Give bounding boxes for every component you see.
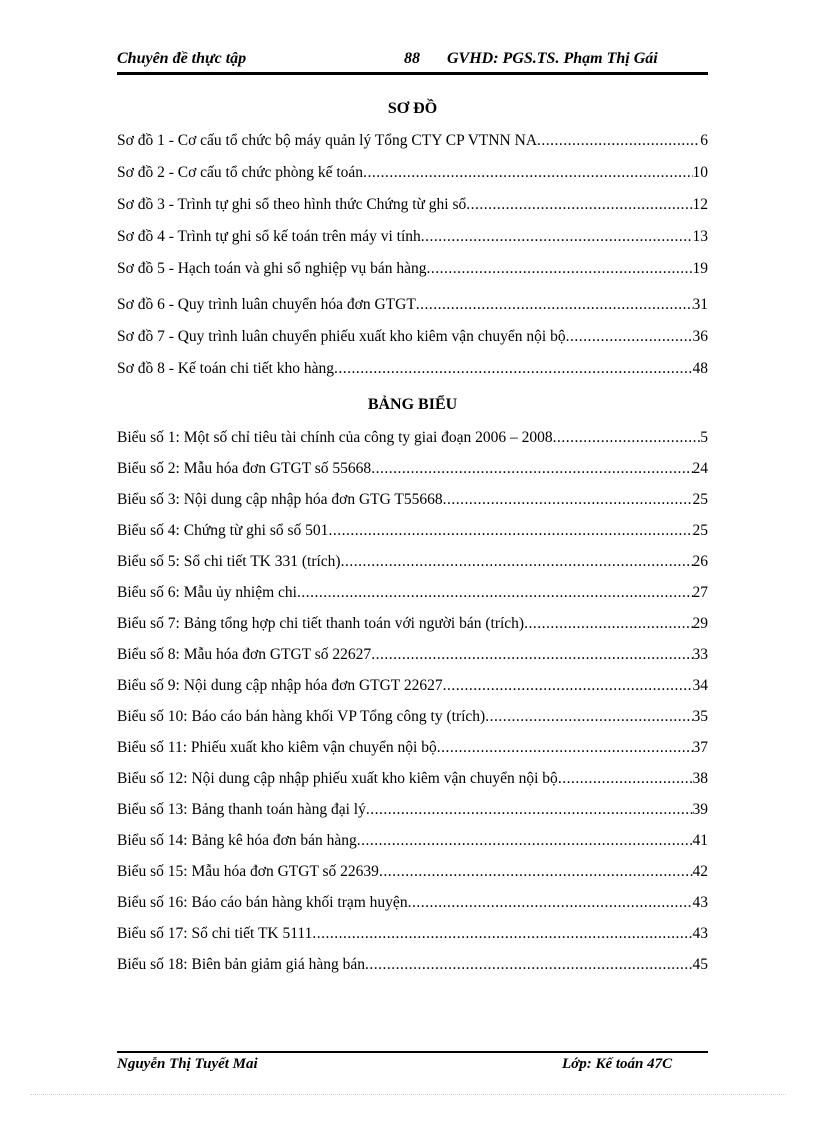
toc-leader xyxy=(427,258,693,280)
toc-entry-label: Biểu số 2: Mẫu hóa đơn GTGT số 55668 xyxy=(117,460,372,477)
toc-leader xyxy=(366,799,693,821)
toc-entry[interactable] xyxy=(117,194,708,216)
toc-entry-page: 24 xyxy=(692,460,708,477)
diagrams-section-title: SƠ ĐỒ xyxy=(387,100,438,117)
page-header xyxy=(117,50,708,72)
toc-leader xyxy=(524,613,692,635)
toc-leader xyxy=(371,458,692,480)
toc-entry-label: Sơ đồ 8 - Kế toán chi tiết kho hàng xyxy=(117,360,334,377)
toc-leader xyxy=(416,294,693,316)
toc-leader xyxy=(558,768,693,790)
toc-entry-label: Biểu số 10: Báo cáo bán hàng khối VP Tổng công ty (trích) xyxy=(117,708,486,725)
toc-entry-label: Biểu số 13: Bảng thanh toán hàng đại lý xyxy=(117,801,366,818)
toc-entry-page: 31 xyxy=(692,296,708,313)
toc-entry-label: Biểu số 6: Mẫu ủy nhiệm chi xyxy=(117,584,297,601)
footer-class: Lớp: Kế toán 47C xyxy=(562,1056,673,1072)
toc-entry-label: Sơ đồ 3 - Trình tự ghi sổ theo hình thức Chứng từ ghi sổ xyxy=(117,196,467,213)
toc-leader xyxy=(297,582,693,604)
toc-entry-page: 25 xyxy=(692,522,708,539)
toc-entry[interactable] xyxy=(117,675,708,697)
page-edge xyxy=(30,1094,786,1095)
tables-toc-list xyxy=(117,427,708,973)
toc-entry-page: 42 xyxy=(692,863,708,880)
footer-rule xyxy=(117,1051,708,1053)
page-footer xyxy=(117,1056,708,1078)
toc-leader xyxy=(341,551,693,573)
toc-entry-page: 43 xyxy=(692,894,708,911)
toc-entry-label: Sơ đồ 7 - Quy trình luân chuyển phiếu xuất kho kiêm vận chuyển nội bộ xyxy=(117,328,566,345)
toc-leader xyxy=(566,326,693,348)
toc-entry-page: 36 xyxy=(692,328,708,345)
toc-entry-page: 38 xyxy=(692,770,708,787)
toc-leader xyxy=(371,644,692,666)
toc-entry-page: 29 xyxy=(692,615,708,632)
toc-entry[interactable] xyxy=(117,613,708,635)
toc-entry[interactable] xyxy=(117,582,708,604)
toc-entry[interactable] xyxy=(117,799,708,821)
toc-leader xyxy=(443,489,693,511)
toc-entry-page: 27 xyxy=(692,584,708,601)
toc-entry-page: 10 xyxy=(692,164,708,181)
toc-entry-label: Biểu số 3: Nội dung cập nhập hóa đơn GTG T55668 xyxy=(117,491,443,508)
header-report-title: Chuyên đề thực tập xyxy=(117,50,247,67)
toc-entry-label: Biểu số 14: Bảng kê hóa đơn bán hàng xyxy=(117,832,357,849)
toc-entry[interactable] xyxy=(117,861,708,883)
toc-entry-label: Biểu số 7: Bảng tổng hợp chi tiết thanh toán với người bán (trích) xyxy=(117,615,525,632)
toc-entry-label: Biểu số 16: Báo cáo bán hàng khối trạm huyện xyxy=(117,894,408,911)
header-supervisor: GVHD: PGS.TS. Phạm Thị Gái xyxy=(447,50,658,67)
toc-entry-page: 13 xyxy=(692,228,708,245)
toc-entry-page: 5 xyxy=(700,429,708,446)
tables-section-title: BẢNG BIỂU xyxy=(367,396,458,413)
footer-author: Nguyễn Thị Tuyết Mai xyxy=(117,1056,258,1072)
toc-entry[interactable] xyxy=(117,226,708,248)
toc-entry-page: 6 xyxy=(700,132,708,149)
toc-entry-page: 41 xyxy=(692,832,708,849)
toc-entry[interactable] xyxy=(117,768,708,790)
toc-entry-page: 35 xyxy=(692,708,708,725)
toc-leader xyxy=(421,226,693,248)
toc-entry-label: Biểu số 18: Biên bản giảm giá hàng bán xyxy=(117,956,365,973)
toc-leader xyxy=(357,830,693,852)
toc-entry-page: 43 xyxy=(692,925,708,942)
toc-entry-page: 19 xyxy=(692,260,708,277)
toc-entry[interactable] xyxy=(117,892,708,914)
toc-entry-label: Biểu số 9: Nội dung cập nhập hóa đơn GTGT 22627 xyxy=(117,677,443,694)
toc-entry-label: Biểu số 5: Sổ chi tiết TK 331 (trích) xyxy=(117,553,341,570)
toc-entry-label: Sơ đồ 2 - Cơ cấu tổ chức phòng kế toán xyxy=(117,164,364,181)
toc-entry[interactable] xyxy=(117,130,708,152)
toc-entry[interactable] xyxy=(117,489,708,511)
toc-leader xyxy=(408,892,693,914)
toc-entry[interactable] xyxy=(117,326,708,348)
toc-leader xyxy=(466,194,692,216)
toc-entry[interactable] xyxy=(117,358,708,380)
toc-entry-page: 33 xyxy=(692,646,708,663)
diagrams-toc-list xyxy=(117,130,708,377)
toc-entry-page: 37 xyxy=(692,739,708,756)
toc-entry-label: Sơ đồ 6 - Quy trình luân chuyển hóa đơn GTGT xyxy=(117,296,416,313)
toc-entry[interactable] xyxy=(117,737,708,759)
toc-entry-label: Biểu số 8: Mẫu hóa đơn GTGT số 22627 xyxy=(117,646,372,663)
toc-leader xyxy=(379,861,693,883)
toc-entry-label: Sơ đồ 4 - Trình tự ghi sổ kế toán trên máy vi tính xyxy=(117,228,421,245)
toc-leader xyxy=(328,520,692,542)
toc-entry-label: Biểu số 12: Nội dung cập nhập phiếu xuất kho kiêm vận chuyển nội bộ xyxy=(117,770,558,787)
toc-entry-label: Biểu số 17: Sổ chi tiết TK 5111 xyxy=(117,925,313,942)
toc-entry[interactable] xyxy=(117,162,708,184)
toc-entry-label: Biểu số 4: Chứng từ ghi sổ số 501 xyxy=(117,522,329,539)
toc-entry-label: Biểu số 15: Mẫu hóa đơn GTGT số 22639 xyxy=(117,863,379,880)
toc-entry-page: 12 xyxy=(692,196,708,213)
toc-entry-label: Sơ đồ 5 - Hạch toán và ghi sổ nghiệp vụ bán hàng xyxy=(117,260,427,277)
toc-entry-label: Biểu số 1: Một số chỉ tiêu tài chính của công ty giai đoạn 2006 – 2008 xyxy=(117,429,553,446)
header-page-number: 88 xyxy=(404,50,420,67)
toc-entry[interactable] xyxy=(117,258,708,280)
toc-entry-label: Biểu số 11: Phiếu xuất kho kiêm vận chuyển nội bộ xyxy=(117,739,437,756)
toc-entry[interactable] xyxy=(117,427,708,449)
toc-entry-label: Sơ đồ 1 - Cơ cấu tổ chức bộ máy quản lý Tổng CTY CP VTNN NA xyxy=(117,132,538,149)
toc-leader xyxy=(312,923,692,945)
toc-entry[interactable] xyxy=(117,644,708,666)
toc-entry[interactable] xyxy=(117,294,708,316)
toc-entry[interactable] xyxy=(117,520,708,542)
toc-entry[interactable] xyxy=(117,830,708,852)
toc-leader xyxy=(437,737,693,759)
toc-entry-page: 25 xyxy=(692,491,708,508)
toc-leader xyxy=(365,954,693,976)
toc-entry[interactable] xyxy=(117,923,708,945)
toc-entry[interactable] xyxy=(117,551,708,573)
header-rule xyxy=(117,72,708,75)
toc-leader xyxy=(553,427,701,449)
toc-leader xyxy=(443,675,693,697)
toc-entry-page: 34 xyxy=(692,677,708,694)
toc-entry-page: 39 xyxy=(692,801,708,818)
toc-leader xyxy=(334,358,693,380)
toc-entry[interactable] xyxy=(117,458,708,480)
toc-leader xyxy=(537,130,700,152)
toc-entry-page: 45 xyxy=(692,956,708,973)
toc-entry-page: 26 xyxy=(692,553,708,570)
toc-leader xyxy=(363,162,692,184)
toc-leader xyxy=(485,706,692,728)
toc-entry-page: 48 xyxy=(692,360,708,377)
toc-entry[interactable] xyxy=(117,954,708,976)
toc-entry[interactable] xyxy=(117,706,708,728)
